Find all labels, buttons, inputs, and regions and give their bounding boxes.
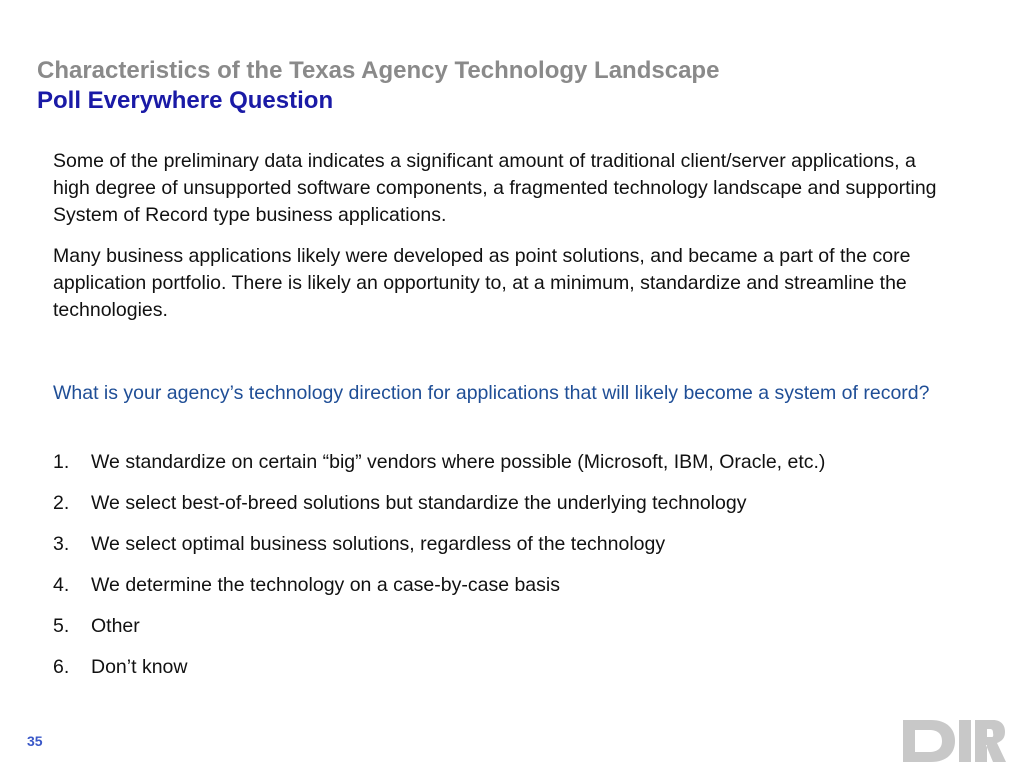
option-text: We standardize on certain “big” vendors where possible (Microsoft, IBM, Oracle, etc.) <box>91 451 826 473</box>
slide-title: Characteristics of the Texas Agency Technology Landscape <box>37 57 720 84</box>
option-text: We determine the technology on a case-by-case basis <box>91 574 560 596</box>
option-number: 1. <box>53 451 70 473</box>
option-number: 4. <box>53 574 70 596</box>
slide-subtitle: Poll Everywhere Question <box>37 87 334 114</box>
intro-paragraph-2: Many business applications likely were developed as point solutions, and became a part of the core application portfolio. There is likely an opportunity to, at a minimum, standardize and streamline the technologies. <box>53 245 911 321</box>
option-number: 2. <box>53 492 70 514</box>
option-text: We select optimal business solutions, regardless of the technology <box>91 533 666 555</box>
intro-paragraph-1: Some of the preliminary data indicates a significant amount of traditional client/server applications, a high degree of unsupported software components, a fragmented technology landscape and supporting System of Record type business applications. <box>53 150 937 226</box>
option-text: Don’t know <box>91 656 188 678</box>
option-text: We select best-of-breed solutions but standardize the underlying technology <box>91 492 747 514</box>
option-number: 5. <box>53 615 70 637</box>
option-text: Other <box>91 615 140 637</box>
poll-question: What is your agency’s technology direction for applications that will likely become a system of record? <box>53 382 930 404</box>
option-number: 6. <box>53 656 70 678</box>
dir-logo-icon <box>897 714 1007 764</box>
option-number: 3. <box>53 533 70 555</box>
page-number: 35 <box>27 733 43 749</box>
